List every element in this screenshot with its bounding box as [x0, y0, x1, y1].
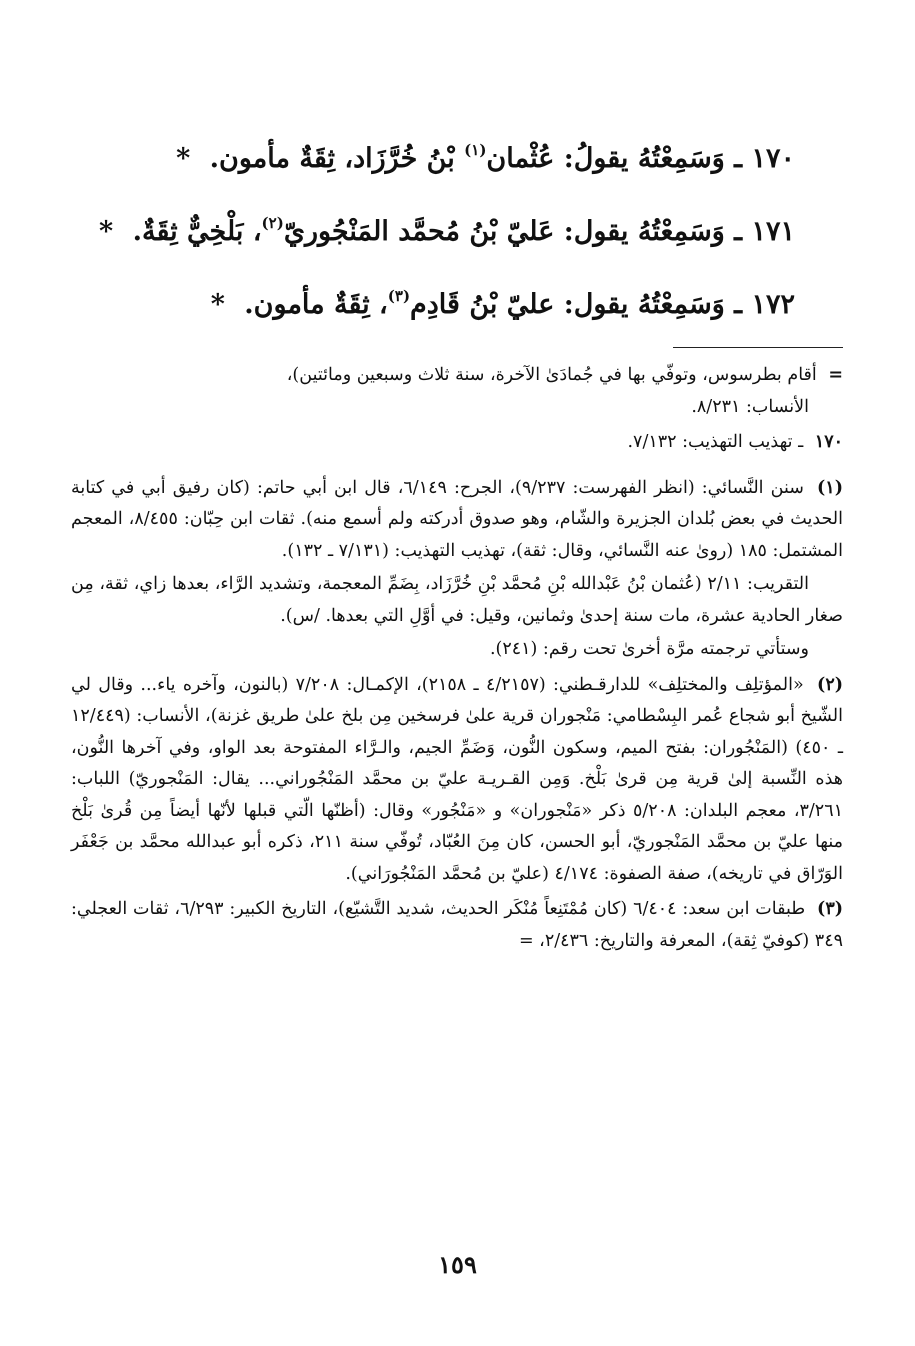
footnote-text: أقام بطرسوس، وتوفّي بها في جُمادَىٰ الآخرة، سنة ثلاث وسبعين ومائتين)، [286, 365, 817, 385]
asterisk-icon: * [176, 143, 191, 174]
footnote-ref: (٢) [261, 214, 284, 232]
footnote-2 [71, 670, 843, 891]
entry-number: ١٧١ [751, 216, 795, 247]
entry-text: ـ وَسَمِعْتُهُ يقول: عليّ بْنُ قَادِم [410, 289, 743, 320]
footnote-170 [71, 427, 843, 459]
footnote-text: طبقات ابن سعد: ٦/٤٠٤ (كان مُمْتَنِعاً مُنْكَر الحديث، شديد التَّشيّع)، التاريخ الكبير: ٦/٢٩٣، ثقات العجلي: ٣٤٩ (كوفيّ ثِقة)، المعرفة والتاريخ: ٢/٤٣٦، = [71, 899, 843, 951]
footnote-marker: (١) [817, 477, 843, 498]
entry-text-after: بْنُ خُرَّزَاد، ثِقَةٌ مأمون. [209, 143, 465, 174]
footnote-1 [71, 473, 843, 666]
footnote-marker: (٣) [817, 899, 843, 919]
entry-170 [115, 118, 795, 191]
asterisk-icon: * [210, 289, 225, 320]
footnote-text: «المؤتلِف والمختلِف» للدارقـطني: (٤/٢١٥٧ ـ ٢١٥٨)، الإكمـال: ٧/٢٠٨ (بالنون، وآخره ياء... وقال لي الشّيخ أبو شجاع عُمر البِسْطامي: مَنْجوران قرية علىٰ فرسخين مِن بلخ علىٰ طريق غزنة)، الأنساب: (١٢/٤٤٩ ـ ٤٥٠) (المَنْجُوران: بفتح الميم، وسكون النُّون، وَضَمِّ الجيم، والـرَّاء المفتوحة بعد الواو، وفي آخرها النُّون، هذه النِّسبة إلىٰ قرية مِن قرىٰ بَلْخ. وَمِن القـريـة عليّ بن محمَّد المَنْجُوراني... يقال: المَنْجوريّ) اللباب: ٣/٢٦١، معجم البلدان: ٥/٢٠٨ ذكر «مَنْجوران» و «مَنْجُور» وقال: (أظنّها الّتي قبلها لأنّها أيضاً مِن قُرىٰ بَلْخ منها عليّ بن محمَّد المَنْجوريّ، أبو الحسن، كان مِنَ العُبّاد، تُوفّي سنة ٢١١، ذكره أبو عبدالله محمَّد بن جَعْفَر الوَرّاق في تاريخه)، صفة الصفوة: ٤/١٧٤ (عليّ بن مُحمَّد المَنْجُورَاني). [71, 674, 844, 884]
entry-text: ـ وَسَمِعْتُهُ يقولُ: عُثْمان [486, 143, 743, 174]
page-number: ١٥٩ [438, 1250, 477, 1279]
footnote-paragraph: التقريب: ٢/١١ (عُثمان بْنُ عَبْدالله بْنِ مُحمَّد بْنِ خُرَّزَاد، بِضَمِّ المعجمة، وتشديد الرَّاء، بعدها زاي، ثقة، مِن صغار الحادية عشرة، مات سنة إحدىٰ وثمانين، وقيل: في أوَّلِ التي بعدها. /س). [71, 574, 843, 626]
footnote-marker: (٢) [817, 674, 843, 695]
entry-text-after: ، بَلْخِيٌّ ثِقَةٌ. [132, 216, 262, 247]
footnote-paragraph: وستأتي ترجمته مرَّة أخرىٰ تحت رقم: (٢٤١). [489, 639, 809, 659]
continuation-marker: = [828, 365, 843, 385]
entry-172 [115, 264, 795, 337]
footnote-ref: (١) [464, 141, 487, 159]
footnote-carry [71, 360, 843, 423]
footnote-text: سنن النَّسائي: (انظر الفهرست: ٩/٢٣٧)، الجرح: ٦/١٤٩، قال ابن أبي حاتم: (كان رفيق أبي في كتابة الحديث في بعض بُلدان الجزيرة والشّام، وهو صدوق أدركته ولم أسمع منه). ثقات ابن حِبّان: ٨/٤٥٥، المعجم المشتمل: ١٨٥ (روىٰ عنه النَّسائي، وقال: ثقة)، تهذيب التهذيب: (٧/١٣١ ـ ١٣٢). [71, 477, 843, 561]
entry-text-after: ، ثِقَةٌ مأمون. [244, 289, 388, 320]
footnote-divider [673, 347, 843, 348]
entry-number: ١٧٠ [751, 143, 795, 174]
entry-text: ـ وَسَمِعْتُهُ يقول: عَليّ بْنُ مُحمَّد المَنْجُوريّ [283, 216, 743, 247]
asterisk-icon: * [99, 216, 114, 247]
entry-number: ١٧٢ [751, 289, 795, 320]
footnote-text: ـ تهذيب التهذيب: ٧/١٣٢. [627, 432, 804, 452]
footnote-3 [71, 894, 843, 957]
footnotes [71, 360, 843, 971]
footnote-ref: (٣) [387, 287, 411, 305]
main-entries [99, 118, 795, 337]
entry-171 [99, 191, 795, 264]
footnote-continuation: الأنساب: ٨/٢٣١. [691, 396, 809, 417]
footnote-marker: ١٧٠ [814, 432, 843, 452]
